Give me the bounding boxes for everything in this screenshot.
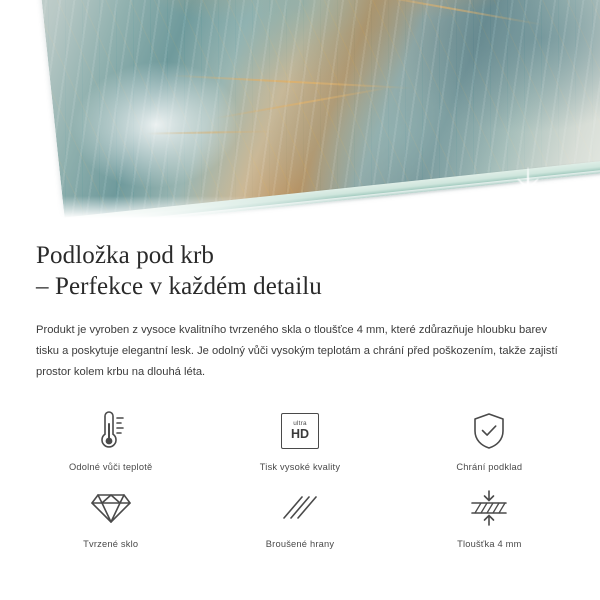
- feature-item-temperature: [16, 409, 205, 472]
- hero-image-inner: [0, 0, 600, 222]
- feature-item-tempered-glass: [16, 486, 205, 549]
- thermometer-icon: [91, 409, 131, 453]
- gold-vein: [172, 75, 412, 90]
- gold-vein: [146, 130, 276, 134]
- feature-label: Tloušťka 4 mm: [457, 539, 522, 549]
- title-line-2: – Perfekce v každém detailu: [36, 273, 322, 300]
- hero-bottom-fade: [0, 196, 600, 222]
- feature-item-protects-surface: [395, 409, 584, 472]
- ultra-hd-badge-bottom: HD: [290, 427, 310, 442]
- content-block: [0, 222, 600, 383]
- gold-vein: [215, 86, 393, 119]
- feature-label: Chrání podklad: [456, 462, 523, 472]
- gold-vein: [346, 0, 543, 26]
- feature-grid: [0, 409, 600, 549]
- page-title: [36, 240, 564, 302]
- ultra-hd-icon: [281, 409, 319, 453]
- hero-image: [0, 0, 600, 222]
- feature-item-thickness: [395, 486, 584, 549]
- thickness-icon: [468, 486, 510, 530]
- diamond-icon: [90, 486, 132, 530]
- marble-glass-panel: [31, 0, 600, 222]
- product-description: Produkt je vyroben z vysoce kvalitního tvrzeného skla o tloušťce 4 mm, které zdůrazňuje hloubku barev tisku a poskytuje elegantní lesk. Je odolný vůči vysokým teplotám a chrání před poškozením, takže zajistí prostor kolem krbu na dlouhá léta.: [36, 324, 558, 378]
- feature-item-polished-edges: [205, 486, 394, 549]
- shield-check-icon: [470, 409, 508, 453]
- title-line-1: Podložka pod krb: [36, 242, 214, 269]
- feature-item-print-quality: [205, 409, 394, 472]
- polished-edges-icon: [280, 486, 320, 530]
- feature-label: Tisk vysoké kvality: [259, 462, 341, 472]
- ultra-hd-badge-top: ultra: [293, 420, 307, 428]
- feature-label: Broušené hrany: [265, 539, 335, 549]
- feature-label: Odolné vůči teplotě: [68, 462, 153, 472]
- feature-label: Tvrzené sklo: [83, 539, 139, 549]
